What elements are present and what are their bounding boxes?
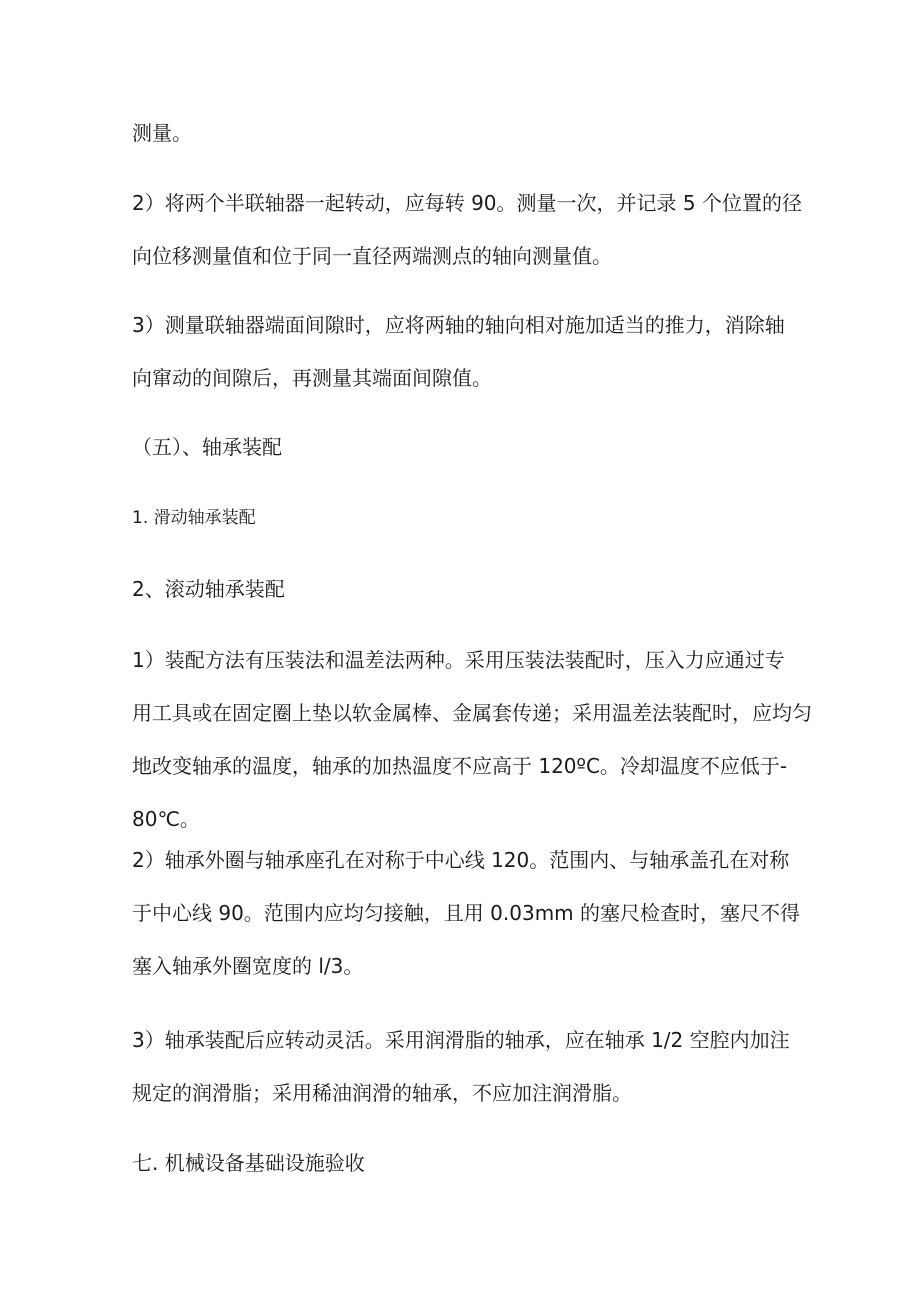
text-line: 地改变轴承的温度，轴承的加热温度不应高于 120ºC。冷却温度不应低于- xyxy=(132,754,788,778)
subheading-rolling-bearing xyxy=(132,563,792,616)
text-line: （五）、轴承装配 xyxy=(132,435,282,459)
text-line: 塞入轴承外圈宽度的 l/3。 xyxy=(132,954,364,978)
paragraph-assembly-methods xyxy=(132,634,812,846)
text-line: 2）轴承外圈与轴承座孔在对称于中心线 120。范围内、与轴承盖孔在对称 xyxy=(132,848,790,872)
text-line: 1. 滑动轴承装配 xyxy=(132,508,256,528)
section-heading-foundation-acceptance xyxy=(132,1137,792,1190)
text-line: 七. 机械设备基础设施验收 xyxy=(132,1151,365,1175)
text-line: 于中心线 90。范围内应均匀接触，且用 0.03mm 的塞尺检查时，塞尺不得 xyxy=(132,901,801,925)
section-heading-bearing-assembly xyxy=(132,421,792,474)
subheading-sliding-bearing xyxy=(132,492,792,545)
text-line: 3）测量联轴器端面间隙时，应将两轴的轴向相对施加适当的推力，消除轴 xyxy=(132,313,785,337)
text-line: 2）将两个半联轴器一起转动，应每转 90。测量一次，并记录 5 个位置的径 xyxy=(132,191,802,215)
text-line: 3）轴承装配后应转动灵活。采用润滑脂的轴承，应在轴承 1/2 空腔内加注 xyxy=(132,1028,790,1052)
paragraph-outer-ring-contact xyxy=(132,834,801,993)
text-line: 向位移测量值和位于同一直径两端测点的轴向测量值。 xyxy=(132,244,612,268)
paragraph-step-3-gap xyxy=(132,299,792,405)
paragraph-step-2-rotate xyxy=(132,177,802,283)
text-line: 1）装配方法有压装法和温差法两种。采用压装法装配时，压入力应通过专 xyxy=(132,648,785,672)
text-line: 2、滚动轴承装配 xyxy=(132,577,285,601)
text-line: 80℃。 xyxy=(132,807,200,831)
paragraph-continuation xyxy=(132,107,792,160)
text-line: 测量。 xyxy=(132,121,192,145)
text-line: 规定的润滑脂；采用稀油润滑的轴承，不应加注润滑脂。 xyxy=(132,1081,632,1105)
text-line: 用工具或在固定圈上垫以软金属棒、金属套传递；采用温差法装配时，应均匀 xyxy=(132,701,812,725)
text-line: 向窜动的间隙后，再测量其端面间隙值。 xyxy=(132,366,492,390)
paragraph-lubrication xyxy=(132,1014,792,1120)
